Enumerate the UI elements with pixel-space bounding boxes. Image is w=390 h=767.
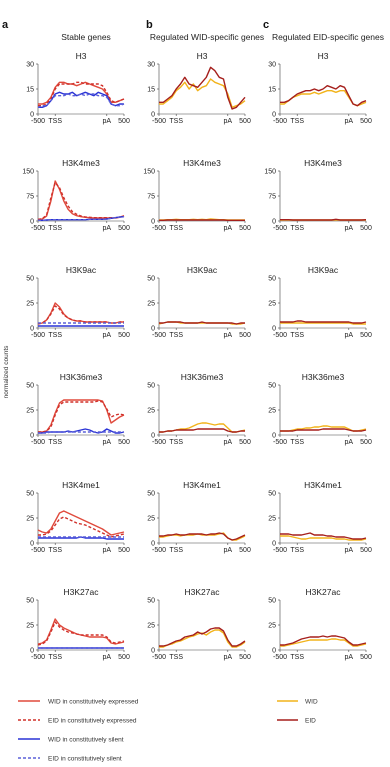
y-tick-label: 0 <box>30 218 34 226</box>
panel-letter-c: c <box>263 19 270 31</box>
series-line-eid_expressed <box>38 622 124 645</box>
x-tick-label: 500 <box>239 439 251 446</box>
plot-title: H3K36me3 <box>301 372 345 382</box>
y-tick-label: 50 <box>26 382 34 390</box>
series-line-wid_expressed <box>38 511 124 535</box>
y-tick-label: 150 <box>143 168 155 176</box>
x-tick-label: 500 <box>118 654 130 661</box>
y-tick-label: 75 <box>268 193 276 201</box>
plot-h3-0 <box>26 51 130 125</box>
plot-title: H3K36me3 <box>180 372 224 382</box>
legend-label: WID in constitutively silent <box>48 736 124 744</box>
x-tick-label: TSS <box>48 654 63 661</box>
x-tick-label: 500 <box>360 118 372 125</box>
plot-title: H3K36me3 <box>59 372 103 382</box>
x-tick-label: -500 <box>151 547 167 554</box>
x-tick-label: -500 <box>30 332 46 339</box>
plot-h3-1 <box>147 51 251 125</box>
plot-h3k9ac-1 <box>147 265 251 339</box>
plot-h3-2 <box>268 51 372 125</box>
series-line-eid <box>159 533 245 540</box>
x-tick-label: pA <box>102 225 112 232</box>
y-tick-label: 15 <box>147 86 155 94</box>
x-tick-label: pA <box>102 439 112 446</box>
x-tick-label: 500 <box>239 118 251 125</box>
plot-h3k4me1-2 <box>268 480 372 554</box>
series-line-eid <box>159 429 245 432</box>
legend-label: EID in constitutively expressed <box>48 717 137 725</box>
plot-title: H3 <box>317 51 329 61</box>
plot-title: H3 <box>75 51 87 61</box>
plot-grid <box>22 51 372 661</box>
x-tick-label: pA <box>102 118 112 125</box>
x-tick-label: pA <box>223 547 233 554</box>
plot-title: H3K4me1 <box>304 480 342 490</box>
x-tick-label: pA <box>102 332 112 339</box>
y-tick-label: 50 <box>26 275 34 283</box>
x-tick-label: 500 <box>118 118 130 125</box>
x-tick-label: 500 <box>118 547 130 554</box>
x-tick-label: 500 <box>360 654 372 661</box>
y-tick-label: 0 <box>151 647 155 655</box>
x-tick-label: pA <box>223 439 233 446</box>
y-tick-label: 25 <box>147 515 155 523</box>
panel-letter-a: a <box>2 19 9 31</box>
series-line-eid_expressed <box>38 401 124 432</box>
y-tick-label: 0 <box>151 218 155 226</box>
x-tick-label: TSS <box>169 332 184 339</box>
plot-title: H3K4me3 <box>304 158 342 168</box>
y-axis-label: normalized counts <box>3 345 10 399</box>
x-tick-label: 500 <box>239 654 251 661</box>
x-tick-label: 500 <box>360 439 372 446</box>
plot-h3k27ac-0 <box>26 587 130 661</box>
x-tick-label: -500 <box>151 654 167 661</box>
x-tick-label: pA <box>223 332 233 339</box>
x-tick-label: TSS <box>48 332 63 339</box>
x-tick-label: TSS <box>290 654 305 661</box>
x-tick-label: TSS <box>169 225 184 232</box>
y-tick-label: 25 <box>26 407 34 415</box>
x-tick-label: pA <box>344 439 354 446</box>
x-tick-label: pA <box>344 332 354 339</box>
x-tick-label: TSS <box>169 118 184 125</box>
plot-h3k36me3-2 <box>268 372 372 446</box>
x-tick-label: 500 <box>360 547 372 554</box>
y-tick-label: 30 <box>268 61 276 69</box>
x-tick-label: -500 <box>30 439 46 446</box>
plot-h3k4me3-1 <box>143 158 251 232</box>
y-tick-label: 0 <box>30 325 34 333</box>
x-tick-label: -500 <box>272 118 288 125</box>
y-tick-label: 150 <box>22 168 34 176</box>
plot-title: H3K4me1 <box>62 480 100 490</box>
x-tick-label: pA <box>102 547 112 554</box>
x-tick-label: 500 <box>118 332 130 339</box>
x-tick-label: 500 <box>239 332 251 339</box>
x-tick-label: TSS <box>290 547 305 554</box>
x-tick-label: pA <box>223 225 233 232</box>
plot-h3k4me3-0 <box>22 158 130 232</box>
x-tick-label: TSS <box>169 547 184 554</box>
plot-h3k4me3-2 <box>264 158 372 232</box>
plot-h3k9ac-0 <box>26 265 130 339</box>
x-tick-label: TSS <box>48 547 63 554</box>
y-tick-label: 50 <box>268 597 276 605</box>
legend-label: EID <box>305 717 316 725</box>
y-tick-label: 0 <box>151 111 155 119</box>
y-tick-label: 25 <box>268 515 276 523</box>
plot-title: H3K9ac <box>307 265 339 275</box>
y-tick-label: 75 <box>26 193 34 201</box>
plot-h3k9ac-2 <box>268 265 372 339</box>
plot-title: H3 <box>196 51 208 61</box>
y-tick-label: 25 <box>268 300 276 308</box>
x-tick-label: -500 <box>151 225 167 232</box>
plot-title: H3K4me3 <box>62 158 100 168</box>
y-tick-label: 25 <box>26 622 34 630</box>
plot-h3k36me3-1 <box>147 372 251 446</box>
plot-h3k4me1-1 <box>147 480 251 554</box>
plot-title: H3K4me1 <box>183 480 221 490</box>
y-tick-label: 0 <box>151 432 155 440</box>
plot-title: H3K9ac <box>186 265 218 275</box>
y-tick-label: 50 <box>147 597 155 605</box>
plot-title: H3K27ac <box>305 587 341 597</box>
x-tick-label: TSS <box>290 439 305 446</box>
column-title-eid-specific: Regulated EID-specific genes <box>272 32 384 42</box>
y-tick-label: 25 <box>268 622 276 630</box>
series-line-eid_silent <box>38 432 124 433</box>
y-tick-label: 0 <box>272 325 276 333</box>
x-tick-label: -500 <box>151 439 167 446</box>
plot-h3k27ac-2 <box>268 587 372 661</box>
plot-h3k4me1-0 <box>26 480 130 554</box>
y-tick-label: 0 <box>30 111 34 119</box>
legend-label: WID in constitutively expressed <box>48 698 139 706</box>
y-tick-label: 25 <box>147 407 155 415</box>
series-line-eid_expressed <box>38 517 124 537</box>
y-tick-label: 50 <box>147 490 155 498</box>
x-tick-label: 500 <box>360 225 372 232</box>
x-tick-label: 500 <box>118 225 130 232</box>
x-tick-label: 500 <box>239 547 251 554</box>
x-tick-label: TSS <box>290 225 305 232</box>
x-tick-label: -500 <box>272 225 288 232</box>
y-tick-label: 0 <box>272 540 276 548</box>
x-tick-label: -500 <box>272 332 288 339</box>
x-tick-label: -500 <box>30 118 46 125</box>
legend-label: WID <box>305 698 318 706</box>
series-line-eid <box>280 219 366 220</box>
x-tick-label: pA <box>223 118 233 125</box>
series-line-eid_expressed <box>38 306 124 324</box>
x-tick-label: TSS <box>169 654 184 661</box>
series-line-eid <box>159 628 245 646</box>
x-tick-label: -500 <box>151 332 167 339</box>
plot-title: H3K4me3 <box>183 158 221 168</box>
y-tick-label: 15 <box>26 86 34 94</box>
x-tick-label: -500 <box>272 547 288 554</box>
column-title-stable: Stable genes <box>61 32 111 42</box>
x-tick-label: -500 <box>30 547 46 554</box>
y-tick-label: 0 <box>272 647 276 655</box>
x-tick-label: TSS <box>48 118 63 125</box>
x-tick-label: 500 <box>118 439 130 446</box>
x-tick-label: pA <box>344 654 354 661</box>
x-tick-label: -500 <box>30 654 46 661</box>
series-line-eid <box>280 86 366 106</box>
x-tick-label: pA <box>102 654 112 661</box>
column-title-wid-specific: Regulated WID-specific genes <box>149 32 265 42</box>
x-tick-label: pA <box>223 654 233 661</box>
plot-title: H3K9ac <box>65 265 97 275</box>
y-tick-label: 50 <box>26 490 34 498</box>
y-tick-label: 25 <box>268 407 276 415</box>
y-tick-label: 150 <box>264 168 276 176</box>
x-tick-label: TSS <box>48 439 63 446</box>
x-tick-label: -500 <box>272 654 288 661</box>
y-tick-label: 0 <box>272 432 276 440</box>
x-tick-label: 500 <box>360 332 372 339</box>
y-tick-label: 25 <box>26 515 34 523</box>
y-tick-label: 30 <box>26 61 34 69</box>
series-line-wid_expressed <box>38 400 124 432</box>
y-tick-label: 75 <box>147 193 155 201</box>
y-tick-label: 25 <box>147 622 155 630</box>
y-tick-label: 30 <box>147 61 155 69</box>
x-tick-label: pA <box>344 547 354 554</box>
y-tick-label: 15 <box>268 86 276 94</box>
x-tick-label: -500 <box>272 439 288 446</box>
y-tick-label: 0 <box>272 218 276 226</box>
x-tick-label: 500 <box>239 225 251 232</box>
y-tick-label: 0 <box>151 325 155 333</box>
y-tick-label: 0 <box>30 540 34 548</box>
y-tick-label: 50 <box>147 275 155 283</box>
y-tick-label: 0 <box>151 540 155 548</box>
x-tick-label: TSS <box>290 118 305 125</box>
y-tick-label: 25 <box>26 300 34 308</box>
y-tick-label: 50 <box>268 275 276 283</box>
x-tick-label: TSS <box>48 225 63 232</box>
x-tick-label: TSS <box>290 332 305 339</box>
x-tick-label: -500 <box>151 118 167 125</box>
x-tick-label: TSS <box>169 439 184 446</box>
plot-title: H3K27ac <box>63 587 99 597</box>
x-tick-label: pA <box>344 118 354 125</box>
series-line-wid <box>159 630 245 647</box>
legend-label: EID in constitutively silent <box>48 755 122 763</box>
plot-h3k27ac-1 <box>147 587 251 661</box>
y-tick-label: 25 <box>147 300 155 308</box>
series-line-eid <box>280 321 366 323</box>
y-tick-label: 0 <box>30 647 34 655</box>
y-tick-label: 50 <box>268 490 276 498</box>
plot-title: H3K27ac <box>184 587 220 597</box>
x-tick-label: pA <box>344 225 354 232</box>
y-tick-label: 0 <box>30 432 34 440</box>
y-tick-label: 50 <box>26 597 34 605</box>
panel-letter-b: b <box>146 19 153 31</box>
plot-h3k36me3-0 <box>26 372 130 446</box>
y-tick-label: 0 <box>272 111 276 119</box>
legend <box>18 699 318 763</box>
x-tick-label: -500 <box>30 225 46 232</box>
y-tick-label: 50 <box>268 382 276 390</box>
y-tick-label: 50 <box>147 382 155 390</box>
